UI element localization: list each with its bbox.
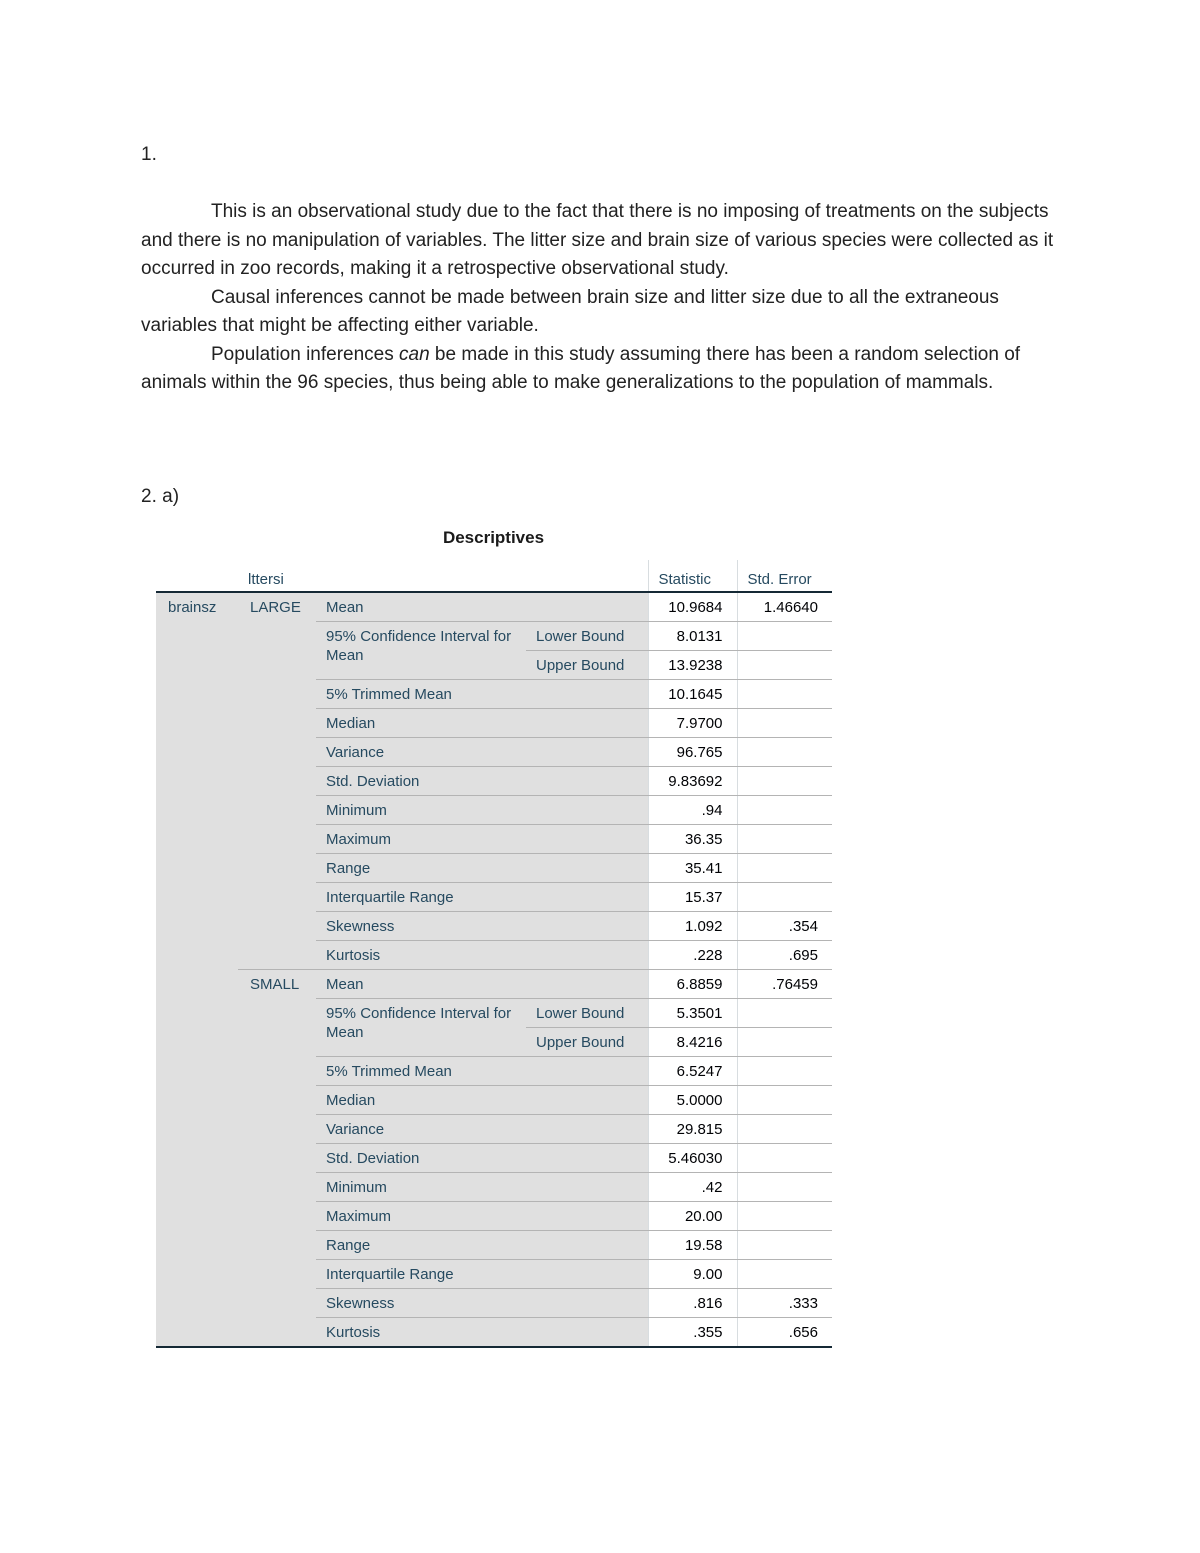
std-error-value [737, 1173, 832, 1202]
stat-label: Kurtosis [316, 1318, 648, 1348]
descriptives-table [156, 560, 832, 1348]
lower-bound-label: Lower Bound [526, 999, 648, 1028]
std-error-value [737, 680, 832, 709]
std-error-value [737, 1028, 832, 1057]
statistic-value: 9.00 [648, 1260, 737, 1289]
stat-label: Maximum [316, 1202, 648, 1231]
std-error-value [737, 1057, 832, 1086]
statistic-value: 8.4216 [648, 1028, 737, 1057]
statistic-value: 13.9238 [648, 651, 737, 680]
std-error-value [737, 1144, 832, 1173]
std-error-value [737, 767, 832, 796]
group-label: LARGE [238, 592, 316, 970]
stat-label: Variance [316, 738, 648, 767]
std-error-value [737, 709, 832, 738]
std-error-value [737, 1086, 832, 1115]
question-1-number: 1. [141, 144, 157, 165]
stat-label: Mean [316, 592, 648, 622]
std-error-value [737, 1202, 832, 1231]
std-error-value: .695 [737, 941, 832, 970]
header-factor: lttersi [248, 571, 284, 588]
std-error-value [737, 622, 832, 651]
header-std-error: Std. Error [737, 560, 832, 592]
std-error-value [737, 796, 832, 825]
stat-label: Skewness [316, 1289, 648, 1318]
statistic-value: 9.83692 [648, 767, 737, 796]
stat-label: Interquartile Range [316, 1260, 648, 1289]
std-error-value [737, 738, 832, 767]
std-error-value [737, 1115, 832, 1144]
emphasis-can: can [399, 343, 430, 365]
statistic-value: .42 [648, 1173, 737, 1202]
stat-label: Range [316, 1231, 648, 1260]
header-variable-blank [156, 560, 238, 592]
upper-bound-label: Upper Bound [526, 651, 648, 680]
statistic-value: .228 [648, 941, 737, 970]
std-error-value: .656 [737, 1318, 832, 1348]
statistic-value: 7.9700 [648, 709, 737, 738]
std-error-value: .333 [737, 1289, 832, 1318]
table-body [156, 592, 832, 1347]
question-1-answer [141, 198, 1056, 398]
statistic-value: 10.1645 [648, 680, 737, 709]
std-error-value: .76459 [737, 970, 832, 999]
stat-label: Mean [316, 970, 648, 999]
statistic-value: 6.8859 [648, 970, 737, 999]
upper-bound-label: Upper Bound [526, 1028, 648, 1057]
std-error-value: 1.46640 [737, 592, 832, 622]
answer-paragraph-population [141, 341, 1056, 398]
question-2-number: 2. a) [141, 486, 180, 507]
stat-label: Variance [316, 1115, 648, 1144]
statistic-value: 1.092 [648, 912, 737, 941]
statistic-value: 5.0000 [648, 1086, 737, 1115]
std-error-value [737, 651, 832, 680]
statistic-value: 20.00 [648, 1202, 737, 1231]
statistic-value: .816 [648, 1289, 737, 1318]
stat-label: Kurtosis [316, 941, 648, 970]
stat-label: 5% Trimmed Mean [316, 680, 648, 709]
statistic-value: 96.765 [648, 738, 737, 767]
header-bound-blank [526, 560, 648, 592]
std-error-value [737, 883, 832, 912]
statistic-value: 5.3501 [648, 999, 737, 1028]
table-row [156, 970, 832, 999]
ci-label: 95% Confidence Interval for Mean [316, 622, 526, 680]
statistic-value: 36.35 [648, 825, 737, 854]
statistic-value: 10.9684 [648, 592, 737, 622]
group-label: SMALL [238, 970, 316, 1348]
lower-bound-label: Lower Bound [526, 622, 648, 651]
stat-label: Std. Deviation [316, 1144, 648, 1173]
stat-label: Std. Deviation [316, 767, 648, 796]
answer-paragraph-causal: Causal inferences cannot be made between brain size and litter size due to all the extraneous variables that might be affecting either variable. [141, 286, 999, 336]
stat-label: Range [316, 854, 648, 883]
statistic-value: 15.37 [648, 883, 737, 912]
variable-label: brainsz [156, 592, 238, 1347]
stat-label: Minimum [316, 1173, 648, 1202]
std-error-value [737, 999, 832, 1028]
statistic-value: .94 [648, 796, 737, 825]
stat-label: Skewness [316, 912, 648, 941]
table-header-row [156, 560, 832, 592]
answer-paragraph-study-type: This is an observational study due to the fact that there is no imposing of treatments on the subjects and there is no manipulation of variables. The litter size and brain size of various species were collected as it occurred in zoo records, making it a retrospective observational study. [141, 201, 1054, 279]
stat-label: Interquartile Range [316, 883, 648, 912]
table-row [156, 592, 832, 622]
statistic-value: 35.41 [648, 854, 737, 883]
statistic-value: 8.0131 [648, 622, 737, 651]
header-statistic: Statistic [648, 560, 737, 592]
stat-label: 5% Trimmed Mean [316, 1057, 648, 1086]
std-error-value [737, 825, 832, 854]
population-text-start: Population inferences [211, 343, 400, 365]
table-title: Descriptives [442, 528, 545, 547]
stat-label: Median [316, 709, 648, 738]
ci-label: 95% Confidence Interval for Mean [316, 999, 526, 1057]
std-error-value: .354 [737, 912, 832, 941]
std-error-value [737, 1231, 832, 1260]
population-text-end: be made in this study assuming there has been a random selection of animals within the 96 species, thus being able to make generalizations to the population of mammals. [141, 343, 1021, 393]
statistic-value: 5.46030 [648, 1144, 737, 1173]
stat-label: Minimum [316, 796, 648, 825]
statistic-value: .355 [648, 1318, 737, 1348]
std-error-value [737, 854, 832, 883]
header-stat-blank [316, 560, 526, 592]
stat-label: Maximum [316, 825, 648, 854]
statistic-value: 19.58 [648, 1231, 737, 1260]
std-error-value [737, 1260, 832, 1289]
stat-label: Median [316, 1086, 648, 1115]
statistic-value: 29.815 [648, 1115, 737, 1144]
statistic-value: 6.5247 [648, 1057, 737, 1086]
